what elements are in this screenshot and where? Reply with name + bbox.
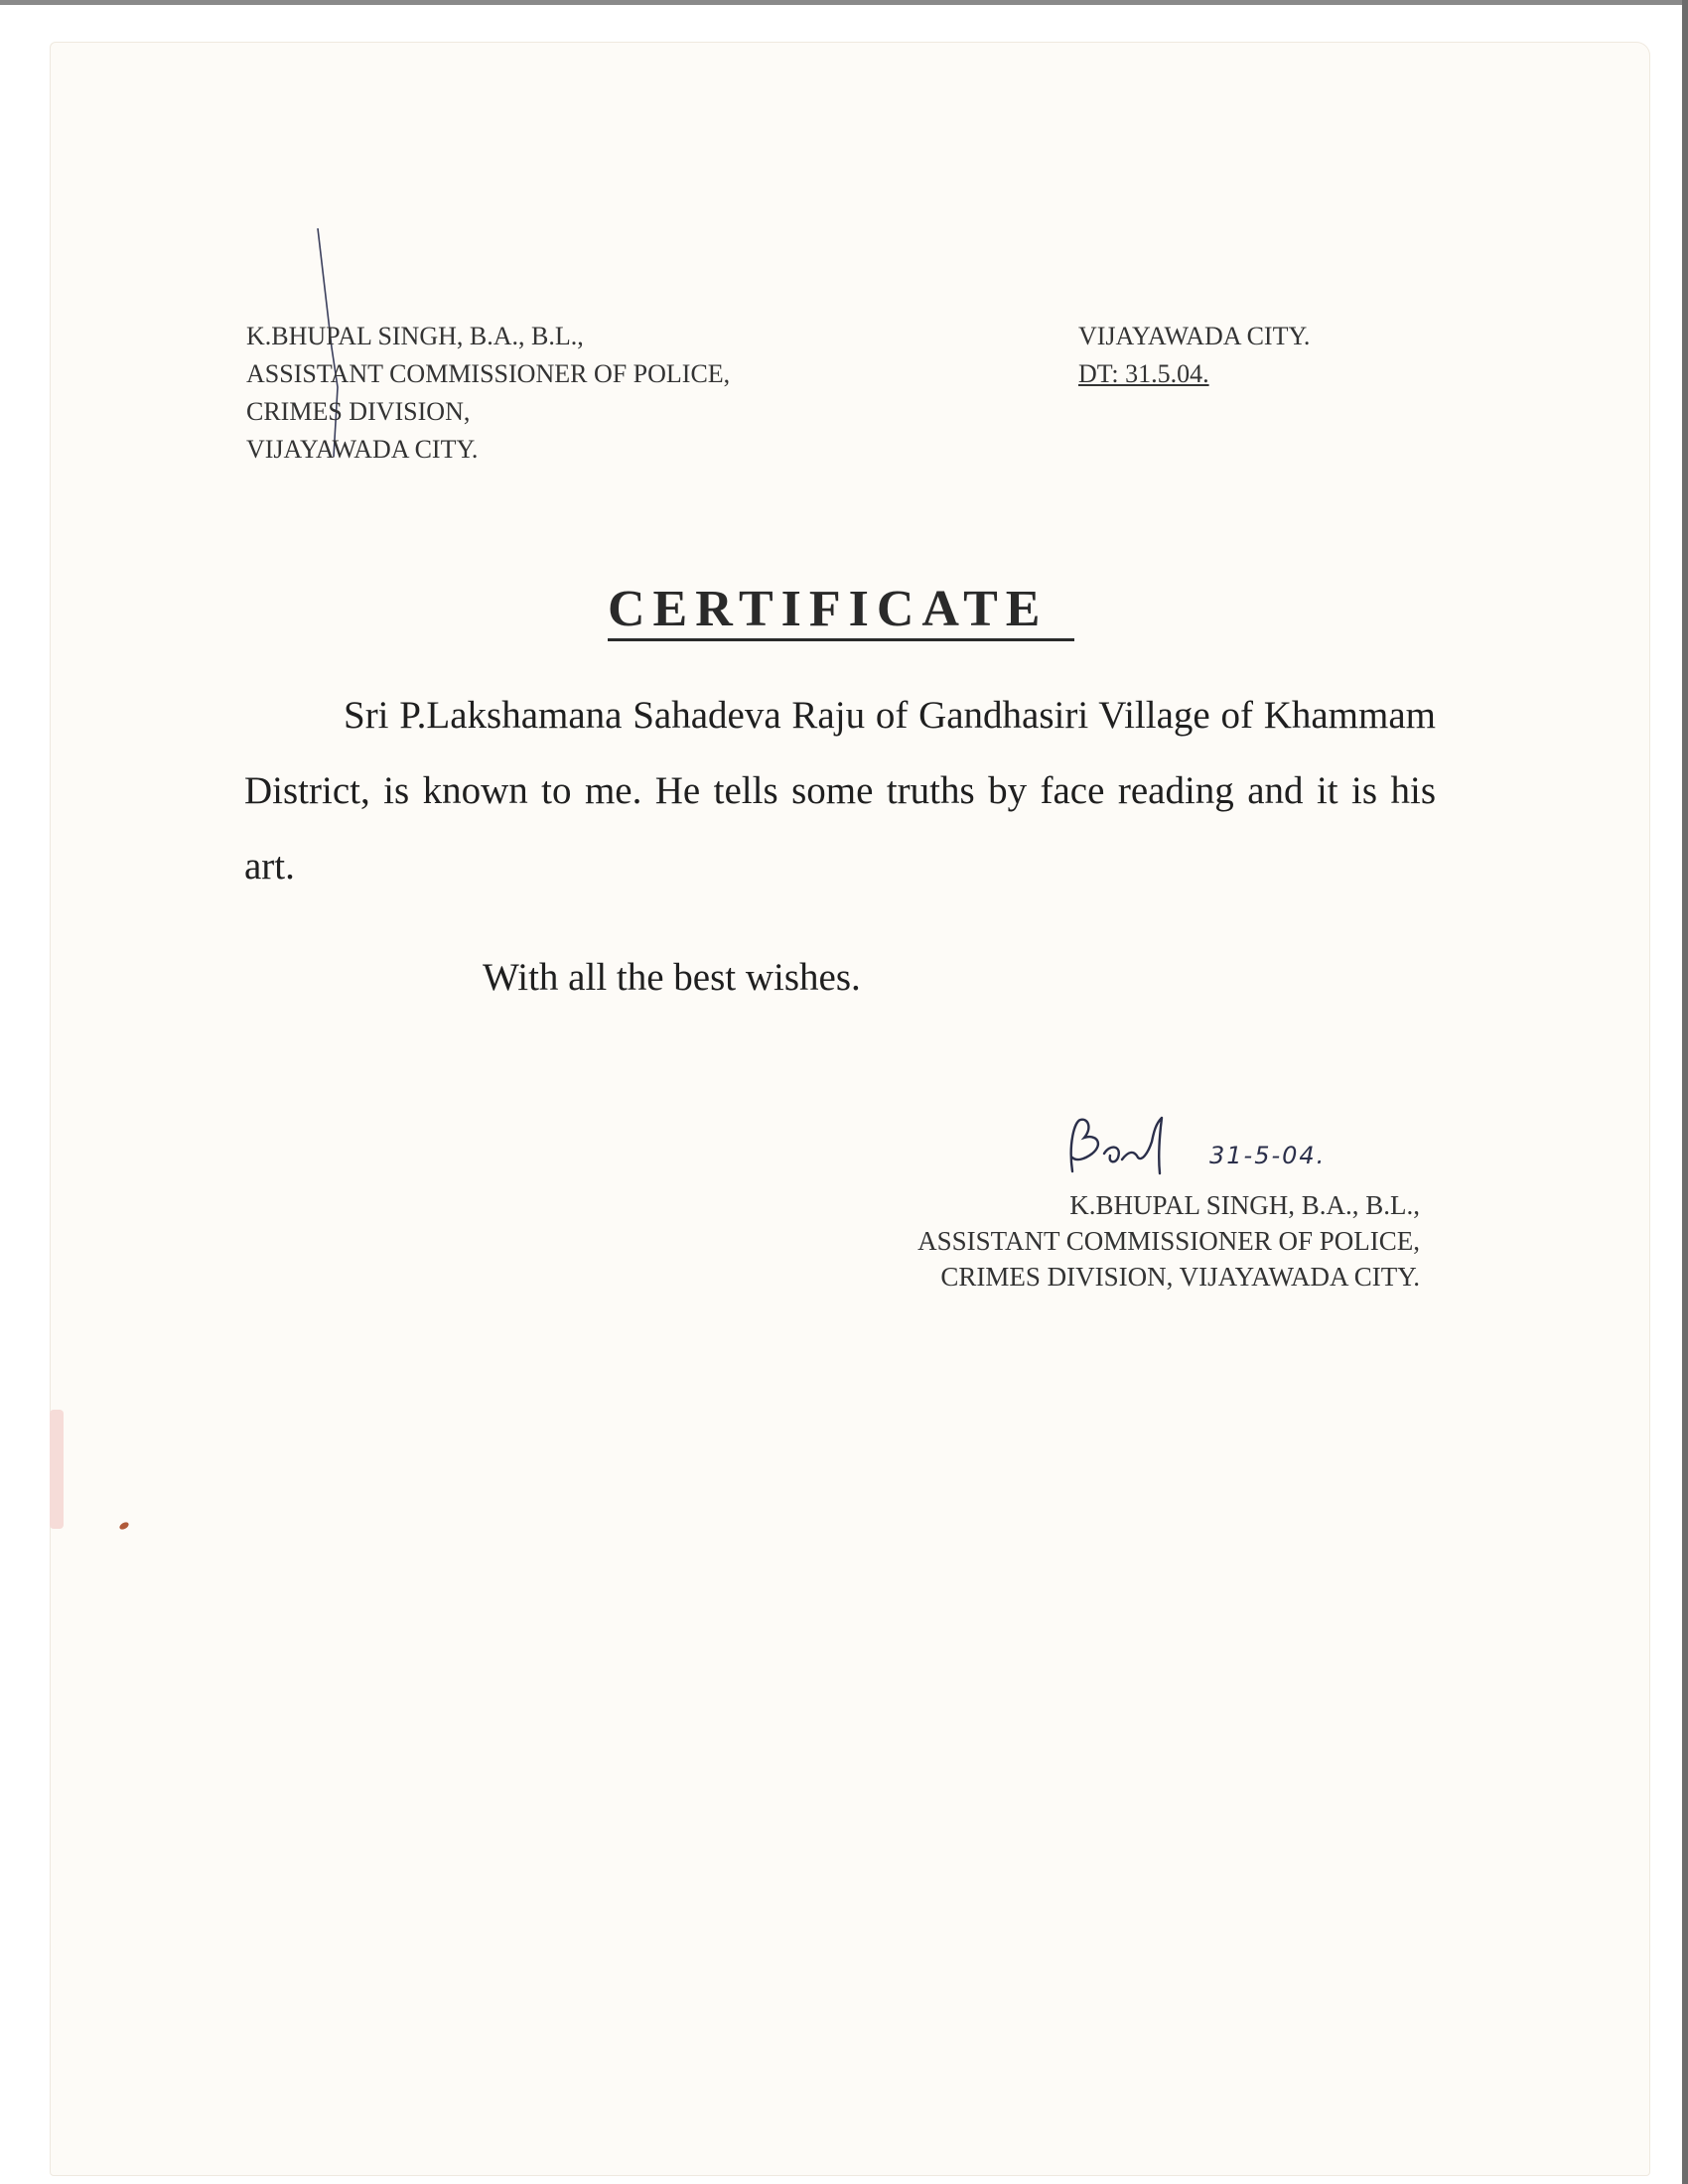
scanner-right-edge [1682, 0, 1688, 2184]
closing-wishes: With all the best wishes. [483, 956, 861, 999]
place-date-block [1078, 318, 1310, 393]
place: VIJAYAWADA CITY. [1078, 322, 1311, 350]
signatory-designation: ASSISTANT COMMISSIONER OF POLICE, [917, 1226, 1420, 1256]
signatory-name: K.BHUPAL SINGH, B.A., B.L., [1069, 1190, 1420, 1220]
sender-designation: ASSISTANT COMMISSIONER OF POLICE, [246, 359, 731, 388]
sender-address [246, 318, 730, 469]
certificate-title: CERTIFICATE [608, 581, 1049, 637]
paper-stain [50, 1410, 64, 1529]
sender-name: K.BHUPAL SINGH, B.A., B.L., [246, 322, 584, 350]
handwritten-date: 31-5-04. [1209, 1142, 1327, 1169]
sender-division: CRIMES DIVISION, [246, 397, 471, 426]
signatory-division: CRIMES DIVISION, VIJAYAWADA CITY. [940, 1262, 1420, 1292]
scanner-top-edge [0, 0, 1688, 5]
date: DT: 31.5.04. [1078, 359, 1209, 388]
sender-city: VIJAYAWADA CITY. [246, 435, 479, 464]
signatory-block [917, 1187, 1420, 1295]
title-underline [608, 638, 1074, 641]
certificate-body: Sri P.Lakshamana Sahadeva Raju of Gandhasiri Village of Khammam District, is known to me. He tells some truths by face reading and it is his art. [244, 694, 1436, 887]
